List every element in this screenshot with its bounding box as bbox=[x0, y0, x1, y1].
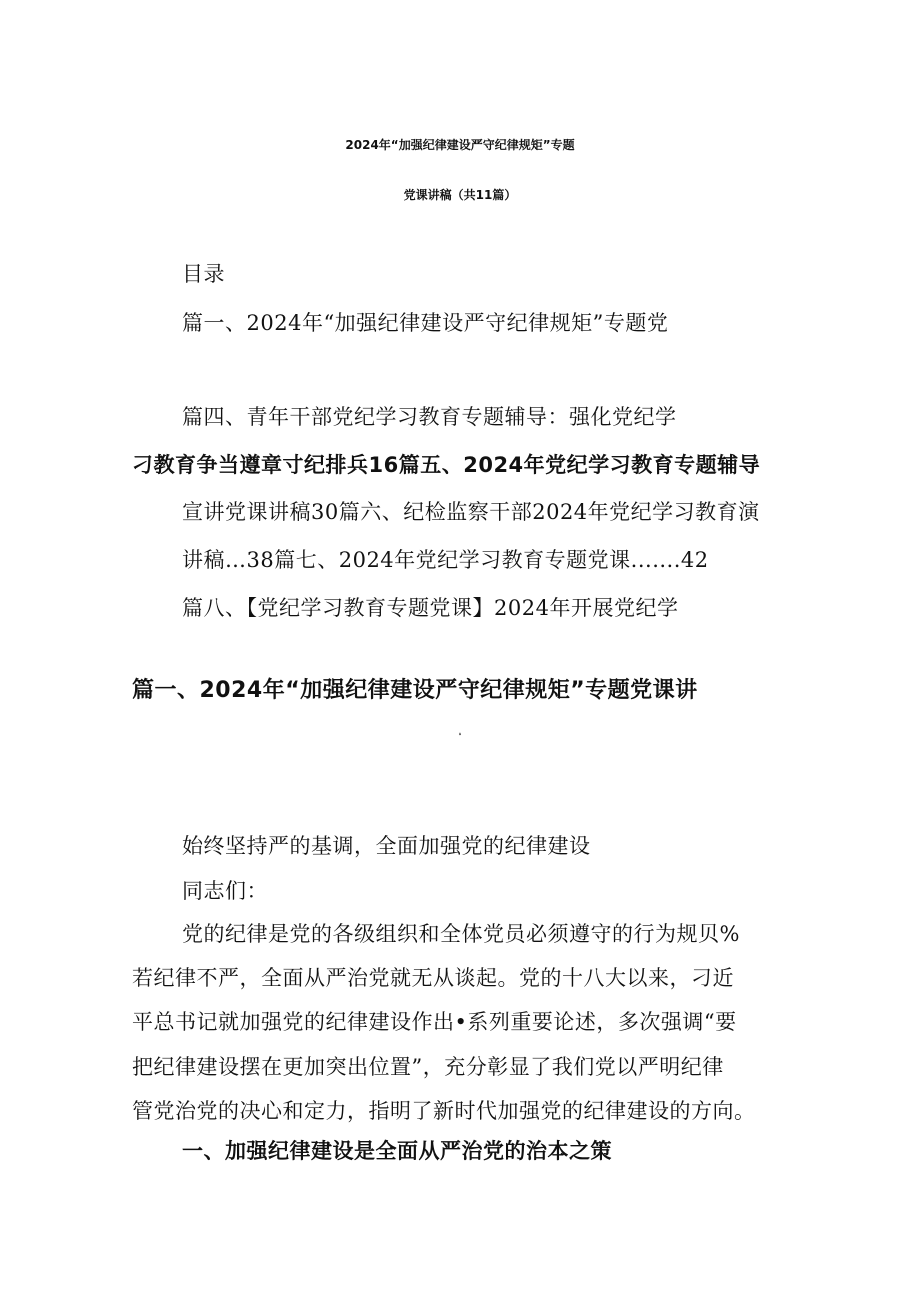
greeting: 同志们： bbox=[182, 879, 268, 903]
toc-line: 宣讲党课讲稿30篇六、纪检监察干部2024年党纪学习教育演 bbox=[182, 500, 760, 524]
toc-line: 篇八、【党纪学习教育专题党课】2024年开展党纪学 bbox=[182, 596, 679, 620]
document-title-line-1: 2024年“加强纪律建设严守纪律规矩”专题 bbox=[345, 138, 575, 152]
paragraph-line: 党的纪律是党的各级组织和全体党员必须遵守的行为规贝% bbox=[182, 922, 740, 946]
toc-heading: 目录 bbox=[182, 262, 225, 286]
toc-line: 篇四、青年干部党纪学习教育专题辅导：强化党纪学 bbox=[182, 405, 677, 429]
article-heading-line-2: 稿 bbox=[458, 734, 461, 736]
paragraph-line: 若纪律不严，全面从严治党就无从谈起。党的十八大以来，刁近 bbox=[132, 966, 734, 990]
paragraph-line: 管党治党的决心和定力，指明了新时代加强党的纪律建设的方向。 bbox=[132, 1099, 756, 1123]
toc-line: 篇一、2024年“加强纪律建设严守纪律规矩”专题党 bbox=[182, 311, 669, 335]
paragraph-line: 把纪律建设摆在更加突出位置”，充分彰显了我们党以严明纪律 bbox=[132, 1055, 724, 1079]
article-heading-line-1: 篇一、2024年“加强纪律建设严守纪律规矩”专题党课讲 bbox=[132, 678, 698, 703]
section-heading: 一、加强纪律建设是全面从严治党的治本之策 bbox=[182, 1139, 612, 1163]
toc-line: 讲稿…38篇七、2024年党纪学习教育专题党课.......42 bbox=[182, 548, 709, 572]
document-title-line-2: 党课讲稿（共11篇） bbox=[403, 188, 517, 202]
paragraph-line: 平总书记就加强党的纪律建设作出•系列重要论述，多次强调“要 bbox=[132, 1010, 737, 1034]
article-subtitle: 始终坚持严的基调，全面加强党的纪律建设 bbox=[182, 834, 591, 858]
toc-line: 刁教育争当遵章寸纪排兵16篇五、2024年党纪学习教育专题辅导 bbox=[132, 453, 761, 477]
